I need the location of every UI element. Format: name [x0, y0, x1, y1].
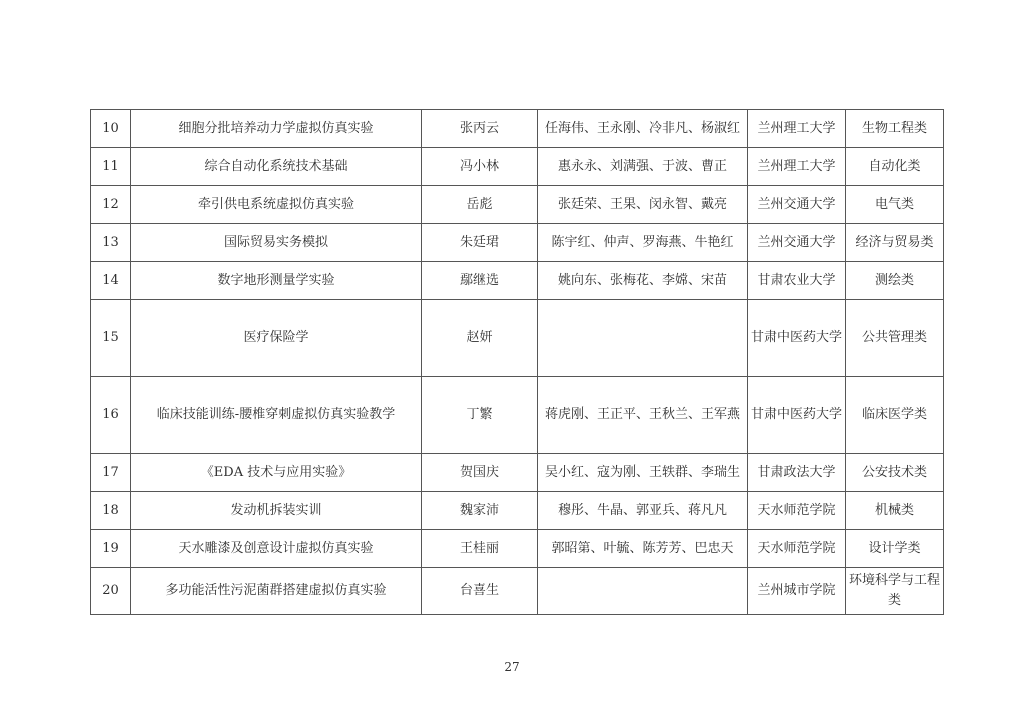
cell-team-members: 郭昭第、叶毓、陈芳芳、巴忠天	[538, 530, 748, 568]
cell-project-name: 《EDA 技术与应用实验》	[131, 454, 422, 492]
cell-category: 临床医学类	[846, 377, 944, 454]
cell-category: 设计学类	[846, 530, 944, 568]
cell-project-name: 临床技能训练-腰椎穿刺虚拟仿真实验教学	[131, 377, 422, 454]
cell-leader: 丁繁	[422, 377, 538, 454]
cell-team-members: 张廷荣、王果、闵永智、戴亮	[538, 186, 748, 224]
cell-university: 甘肃中医药大学	[748, 377, 846, 454]
table-row	[91, 377, 944, 454]
cell-leader: 鄢继选	[422, 262, 538, 300]
cell-project-name: 多功能活性污泥菌群搭建虚拟仿真实验	[131, 568, 422, 615]
cell-leader: 张丙云	[422, 110, 538, 148]
cell-no: 11	[91, 148, 131, 186]
cell-category: 电气类	[846, 186, 944, 224]
cell-category: 生物工程类	[846, 110, 944, 148]
cell-team-members: 吴小红、寇为刚、王轶群、李瑞生	[538, 454, 748, 492]
cell-category: 环境科学与工程类	[846, 568, 944, 615]
table-row	[91, 492, 944, 530]
cell-team-members	[538, 300, 748, 377]
cell-project-name: 细胞分批培养动力学虚拟仿真实验	[131, 110, 422, 148]
cell-leader: 赵妍	[422, 300, 538, 377]
cell-no: 10	[91, 110, 131, 148]
cell-category: 经济与贸易类	[846, 224, 944, 262]
cell-category: 公安技术类	[846, 454, 944, 492]
cell-project-name: 国际贸易实务模拟	[131, 224, 422, 262]
cell-team-members: 任海伟、王永刚、冷非凡、杨淑红	[538, 110, 748, 148]
cell-team-members: 穆彤、牛晶、郭亚兵、蒋凡凡	[538, 492, 748, 530]
cell-leader: 王桂丽	[422, 530, 538, 568]
table-row	[91, 186, 944, 224]
table-row	[91, 262, 944, 300]
table-row	[91, 224, 944, 262]
cell-university: 兰州交通大学	[748, 186, 846, 224]
cell-leader: 贺国庆	[422, 454, 538, 492]
cell-leader: 台喜生	[422, 568, 538, 615]
cell-leader: 朱廷珺	[422, 224, 538, 262]
cell-university: 甘肃中医药大学	[748, 300, 846, 377]
table-row	[91, 110, 944, 148]
cell-team-members	[538, 568, 748, 615]
cell-project-name: 发动机拆装实训	[131, 492, 422, 530]
cell-category: 测绘类	[846, 262, 944, 300]
cell-no: 18	[91, 492, 131, 530]
cell-university: 甘肃农业大学	[748, 262, 846, 300]
cell-no: 15	[91, 300, 131, 377]
cell-university: 兰州理工大学	[748, 148, 846, 186]
cell-no: 16	[91, 377, 131, 454]
cell-project-name: 医疗保险学	[131, 300, 422, 377]
cell-no: 14	[91, 262, 131, 300]
cell-university: 天水师范学院	[748, 530, 846, 568]
table-row	[91, 454, 944, 492]
cell-no: 19	[91, 530, 131, 568]
cell-university: 兰州交通大学	[748, 224, 846, 262]
cell-leader: 岳彪	[422, 186, 538, 224]
cell-university: 兰州理工大学	[748, 110, 846, 148]
cell-university: 天水师范学院	[748, 492, 846, 530]
table-row	[91, 148, 944, 186]
cell-no: 12	[91, 186, 131, 224]
cell-team-members: 陈宇红、仲声、罗海燕、牛艳红	[538, 224, 748, 262]
cell-team-members: 蒋虎刚、王正平、王秋兰、王军燕	[538, 377, 748, 454]
projects-table	[90, 109, 944, 615]
cell-leader: 魏家沛	[422, 492, 538, 530]
cell-no: 17	[91, 454, 131, 492]
cell-no: 13	[91, 224, 131, 262]
cell-project-name: 数字地形测量学实验	[131, 262, 422, 300]
cell-leader: 冯小林	[422, 148, 538, 186]
table-row	[91, 300, 944, 377]
cell-project-name: 牵引供电系统虚拟仿真实验	[131, 186, 422, 224]
table-row	[91, 568, 944, 615]
cell-category: 自动化类	[846, 148, 944, 186]
page-number: 27	[504, 660, 520, 674]
cell-project-name: 综合自动化系统技术基础	[131, 148, 422, 186]
cell-university: 兰州城市学院	[748, 568, 846, 615]
cell-category: 机械类	[846, 492, 944, 530]
table-row	[91, 530, 944, 568]
cell-team-members: 惠永永、刘满强、于波、曹正	[538, 148, 748, 186]
cell-project-name: 天水雕漆及创意设计虚拟仿真实验	[131, 530, 422, 568]
cell-no: 20	[91, 568, 131, 615]
cell-university: 甘肃政法大学	[748, 454, 846, 492]
cell-category: 公共管理类	[846, 300, 944, 377]
cell-team-members: 姚向东、张梅花、李嫦、宋苗	[538, 262, 748, 300]
